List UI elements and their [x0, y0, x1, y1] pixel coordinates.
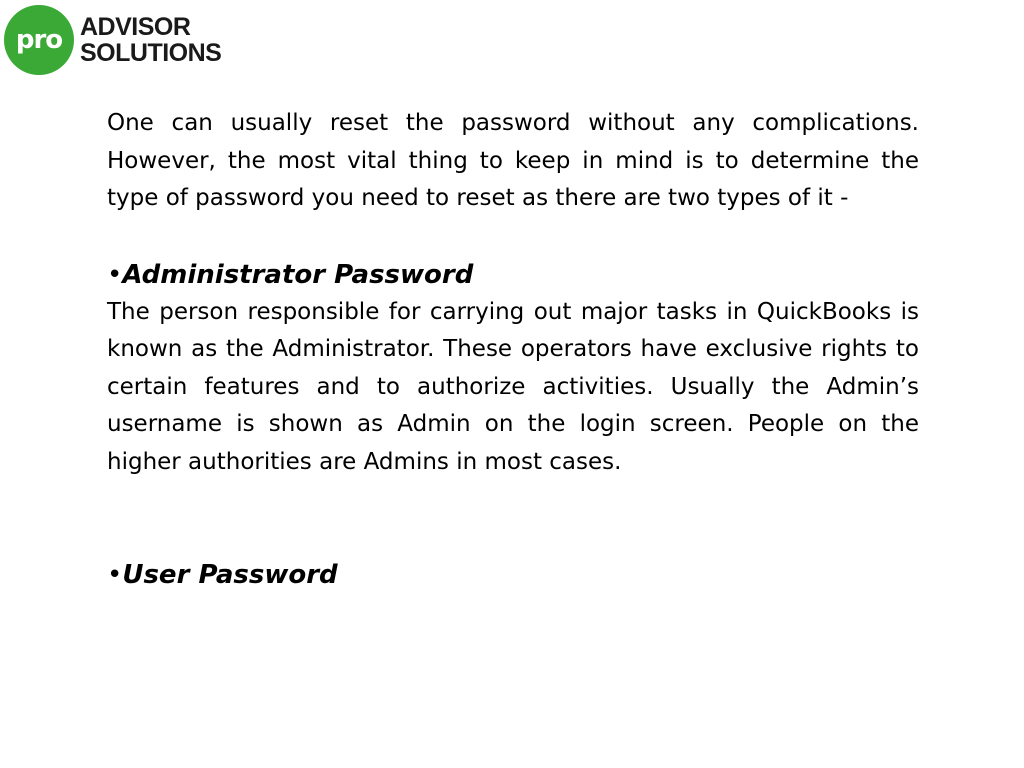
logo-mark-text: pro — [15, 25, 63, 55]
bullet-icon: • — [107, 259, 123, 290]
section-heading-text: Administrator Password — [122, 259, 474, 290]
logo-mark-icon — [4, 5, 74, 75]
administrator-paragraph: The person responsible for carrying out major tasks in QuickBooks is known as the Administrator. These operators have exclusive rights to certain features and to authorize activities. Usually the Admin’s username is shown as Admin on the login screen. People on the higher authorities are Admins in most cases. — [107, 298, 919, 475]
intro-paragraph: One can usually reset the password without any complications. However, the most vital thing to keep in mind is to determine the type of password you need to reset as there are two types of it - — [107, 110, 919, 211]
section-heading-administrator — [107, 256, 919, 294]
section-heading-user — [107, 556, 919, 594]
logo-line-1: ADVISOR — [80, 13, 191, 41]
logo-line-2: SOLUTIONS — [80, 39, 222, 67]
section-heading-text: User Password — [122, 560, 338, 590]
slide-content — [107, 105, 919, 594]
company-logo — [4, 4, 221, 76]
logo-wordmark — [80, 14, 221, 66]
bullet-icon: • — [107, 560, 123, 590]
